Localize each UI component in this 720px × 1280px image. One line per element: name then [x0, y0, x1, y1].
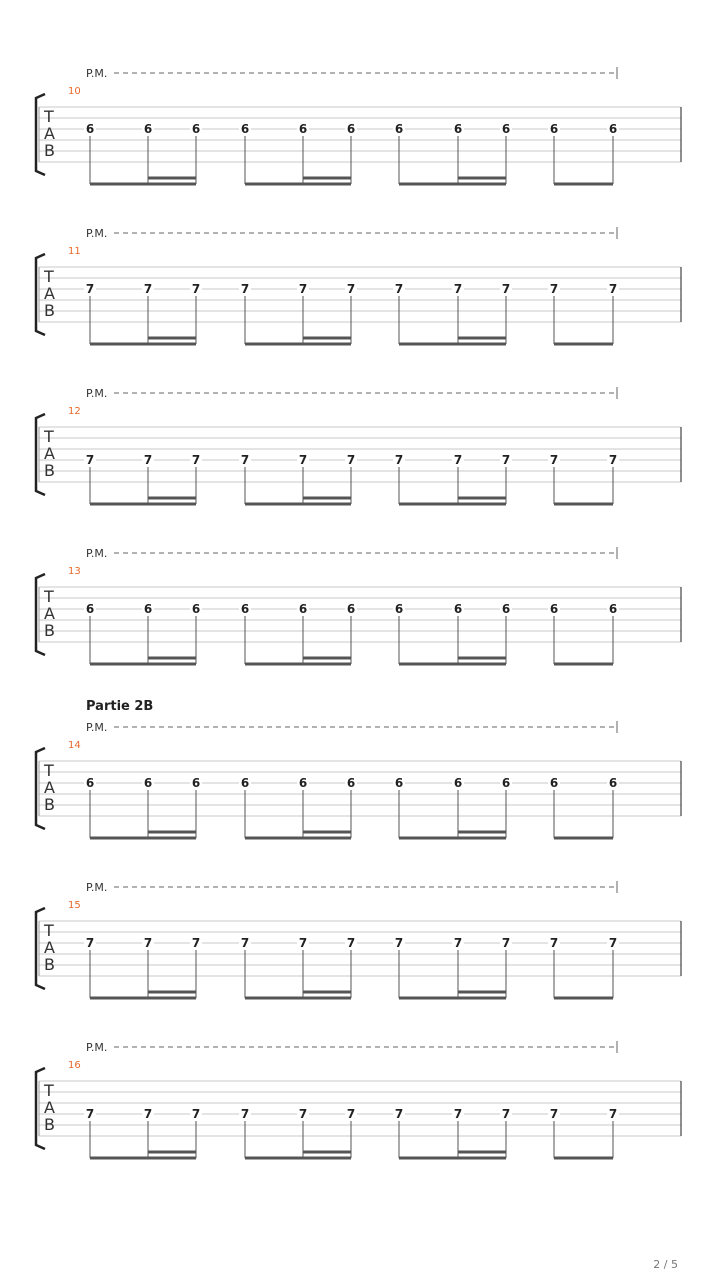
measure-number: 10	[68, 86, 81, 97]
fret-number: 7	[608, 453, 618, 467]
fret-number: 7	[143, 282, 153, 296]
fret-number: 7	[346, 282, 356, 296]
fret-number: 7	[143, 1107, 153, 1121]
fret-number: 7	[191, 282, 201, 296]
measure-number: 13	[68, 566, 81, 577]
tab-clef-letter: A	[44, 1098, 55, 1117]
fret-number: 6	[346, 602, 356, 616]
section-title: Partie 2B	[86, 699, 154, 714]
palm-mute-label: P.M.	[86, 547, 108, 560]
fret-number: 6	[298, 776, 308, 790]
fret-number: 6	[298, 602, 308, 616]
fret-number: 7	[85, 282, 95, 296]
tab-clef-letter: B	[44, 461, 55, 480]
measure-number: 15	[68, 900, 81, 911]
tab-clef-letter: B	[44, 301, 55, 320]
fret-number: 7	[240, 1107, 250, 1121]
fret-number: 6	[453, 776, 463, 790]
tab-clef-letter: B	[44, 955, 55, 974]
fret-number: 6	[549, 776, 559, 790]
tab-clef-letter: B	[44, 141, 55, 160]
fret-number: 7	[394, 453, 404, 467]
fret-number: 6	[240, 122, 250, 136]
fret-number: 7	[346, 1107, 356, 1121]
fret-number: 7	[501, 1107, 511, 1121]
fret-number: 6	[85, 602, 95, 616]
fret-number: 7	[191, 936, 201, 950]
fret-number: 7	[85, 936, 95, 950]
palm-mute-label: P.M.	[86, 227, 108, 240]
fret-number: 7	[191, 1107, 201, 1121]
fret-number: 7	[298, 1107, 308, 1121]
fret-number: 7	[191, 453, 201, 467]
tab-clef-letter: A	[44, 938, 55, 957]
fret-number: 6	[501, 776, 511, 790]
fret-number: 7	[549, 936, 559, 950]
fret-number: 6	[240, 602, 250, 616]
fret-number: 7	[143, 453, 153, 467]
fret-number: 7	[453, 936, 463, 950]
fret-number: 6	[608, 602, 618, 616]
fret-number: 7	[394, 282, 404, 296]
tab-clef-letter: A	[44, 444, 55, 463]
palm-mute-label: P.M.	[86, 881, 108, 894]
fret-number: 7	[240, 282, 250, 296]
tab-clef-letter: B	[44, 1115, 55, 1134]
fret-number: 6	[346, 122, 356, 136]
palm-mute-label: P.M.	[86, 67, 108, 80]
fret-number: 6	[85, 776, 95, 790]
fret-number: 6	[191, 602, 201, 616]
tab-clef-letter: T	[44, 1081, 54, 1100]
fret-number: 7	[501, 936, 511, 950]
fret-number: 6	[191, 122, 201, 136]
fret-number: 7	[608, 282, 618, 296]
fret-number: 7	[85, 1107, 95, 1121]
fret-number: 6	[453, 602, 463, 616]
fret-number: 7	[240, 453, 250, 467]
fret-number: 7	[143, 936, 153, 950]
tab-clef-letter: T	[44, 921, 54, 940]
fret-number: 7	[549, 1107, 559, 1121]
tab-clef-letter: T	[44, 107, 54, 126]
fret-number: 6	[453, 122, 463, 136]
fret-number: 6	[191, 776, 201, 790]
fret-number: 7	[85, 453, 95, 467]
fret-number: 7	[346, 453, 356, 467]
tab-clef-letter: T	[44, 761, 54, 780]
fret-number: 7	[501, 282, 511, 296]
measure-number: 14	[68, 740, 81, 751]
fret-number: 7	[501, 453, 511, 467]
fret-number: 7	[240, 936, 250, 950]
fret-number: 6	[394, 122, 404, 136]
fret-number: 7	[298, 936, 308, 950]
fret-number: 6	[394, 602, 404, 616]
tab-clef-letter: T	[44, 267, 54, 286]
fret-number: 6	[501, 602, 511, 616]
fret-number: 7	[549, 453, 559, 467]
tab-clef-letter: T	[44, 587, 54, 606]
fret-number: 6	[85, 122, 95, 136]
tab-clef-letter: A	[44, 604, 55, 623]
fret-number: 6	[143, 602, 153, 616]
tab-clef-letter: A	[44, 284, 55, 303]
fret-number: 7	[298, 282, 308, 296]
fret-number: 7	[608, 1107, 618, 1121]
tab-clef-letter: B	[44, 621, 55, 640]
fret-number: 6	[240, 776, 250, 790]
palm-mute-label: P.M.	[86, 387, 108, 400]
fret-number: 7	[346, 936, 356, 950]
tab-clef-letter: B	[44, 795, 55, 814]
fret-number: 6	[346, 776, 356, 790]
measure-number: 16	[68, 1060, 81, 1071]
palm-mute-label: P.M.	[86, 721, 108, 734]
tab-clef-letter: A	[44, 778, 55, 797]
fret-number: 6	[608, 122, 618, 136]
page-number: 2 / 5	[653, 1258, 678, 1271]
fret-number: 6	[143, 122, 153, 136]
fret-number: 7	[453, 282, 463, 296]
fret-number: 7	[453, 1107, 463, 1121]
fret-number: 6	[549, 122, 559, 136]
fret-number: 7	[549, 282, 559, 296]
tab-clef-letter: T	[44, 427, 54, 446]
fret-number: 7	[298, 453, 308, 467]
tab-clef-letter: A	[44, 124, 55, 143]
fret-number: 7	[453, 453, 463, 467]
fret-number: 6	[501, 122, 511, 136]
fret-number: 6	[143, 776, 153, 790]
fret-number: 7	[608, 936, 618, 950]
fret-number: 6	[298, 122, 308, 136]
fret-number: 7	[394, 1107, 404, 1121]
fret-number: 6	[394, 776, 404, 790]
fret-number: 7	[394, 936, 404, 950]
fret-number: 6	[608, 776, 618, 790]
palm-mute-label: P.M.	[86, 1041, 108, 1054]
measure-number: 12	[68, 406, 81, 417]
measure-number: 11	[68, 246, 81, 257]
fret-number: 6	[549, 602, 559, 616]
